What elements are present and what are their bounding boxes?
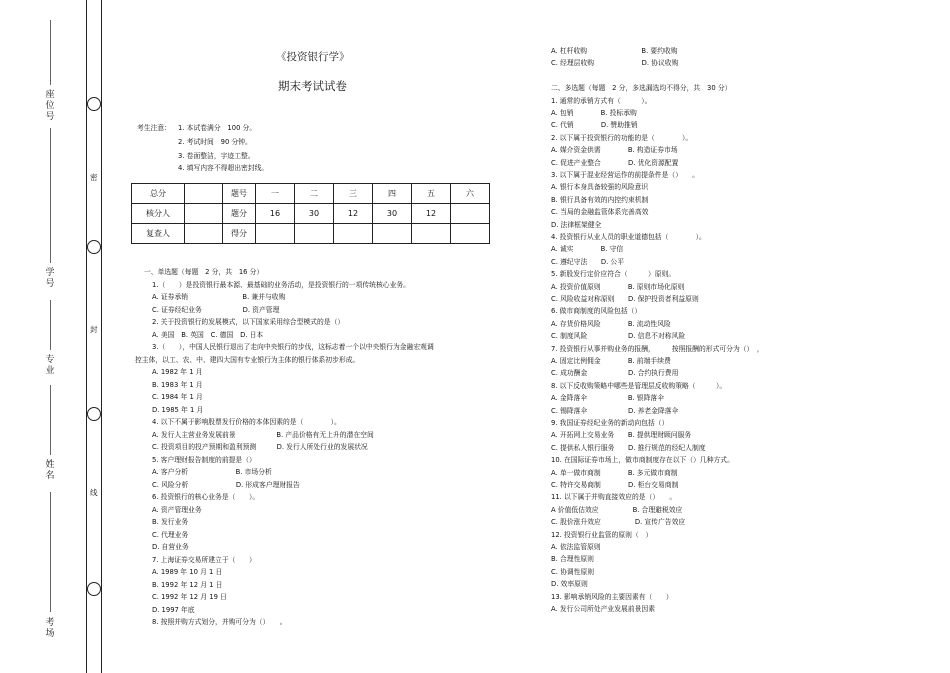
note-item: 2. 考试时间 90 分钟。: [178, 138, 252, 146]
question-line: 8. 以下反收购策略中哪些是管理层反收购策略（ ）。: [551, 381, 727, 390]
table-cell: [373, 224, 412, 244]
binding-line-right: [101, 0, 102, 673]
note-item: 1. 本试卷满分 100 分。: [178, 124, 257, 132]
question-line: 控主体，以工、农、中、建四大国有专业银行为主体的银行体系初步形成。: [135, 355, 360, 364]
question-line: C. 协调性原则: [551, 567, 595, 576]
binding-hole: [87, 240, 101, 254]
table-cell: 30: [373, 204, 412, 224]
question-line: D. 1997 年底: [152, 605, 195, 614]
question-line: A. 开拓网上交易业务 B. 提供理财顾问服务: [551, 431, 692, 440]
question-line: 7. 投资银行从事并购业务的报酬， 按照报酬的形式可分为（） ，: [551, 344, 764, 353]
question-line: B. 发行业务: [152, 518, 189, 526]
question-line: A. 客户分析 B. 市场分析: [152, 468, 272, 476]
table-cell: 六: [451, 184, 490, 204]
note-item: 4. 填写内容不得超出密封线。: [178, 164, 269, 172]
question-line: C. 当局的金融监管体系完善高效: [551, 208, 649, 217]
question-line: B. 银行具备有效的内控约束机制: [551, 195, 649, 204]
binding-hole: [87, 582, 101, 596]
question-line: A. 发行公司所处产业发展前景因素: [551, 605, 656, 613]
question-line: A. 1989 年 10 月 1 日: [152, 568, 223, 576]
question-line: C. 特许交易商制 D. 柜台交易商制: [551, 481, 679, 489]
question-line: 2. 关于投资银行的发展模式，以下国家采用综合型模式的是（）: [152, 318, 345, 326]
question-line: A. 诚实 B. 守信: [551, 245, 624, 254]
question-line: 一、单选题（每题 2 分，共 16 分）: [144, 268, 264, 276]
table-cell: 复查人: [132, 224, 185, 244]
notes-label: 考生注意：: [137, 124, 171, 132]
table-cell: 题分: [223, 204, 256, 224]
question-line: A. 美国 B. 英国 C. 德国 D. 日本: [152, 330, 264, 339]
question-line: C. 风险收益对称原则 D. 保护投资者利益原则: [551, 295, 699, 303]
question-line: 6. 投资银行的核心业务是（ ）。: [152, 493, 260, 501]
question-line: 9. 我国证券经纪业务的新动向包括（）: [551, 419, 669, 427]
question-line: C. 1992 年 12 月 19 日: [152, 593, 227, 601]
table-cell: 12: [334, 204, 373, 224]
table-cell: 三: [334, 184, 373, 204]
question-line: A. 依法监管原则: [551, 543, 601, 551]
question-line: C. 促进产业整合 D. 优化资源配置: [551, 158, 679, 167]
question-line: A. 资产管理业务: [152, 505, 202, 514]
seal-word: 密: [90, 173, 98, 182]
question-line: 6. 做市商制度的风险包括（）: [551, 307, 642, 316]
question-line: C. 成功酬金 D. 合约执行费用: [551, 369, 679, 378]
field-seat-number: 座位号: [45, 90, 55, 122]
question-line: A. 存货价格风险 B. 流动性风险: [551, 319, 671, 328]
table-cell: 四: [373, 184, 412, 204]
question-line: A 价值低估效应 B. 合理避税效应: [551, 505, 683, 514]
question-line: 5. 客户理财报告制度的前提是（）: [152, 455, 256, 464]
table-cell: 得分: [223, 224, 256, 244]
question-line: 7. 上海证券交易所建立于（ ）: [152, 555, 256, 564]
question-line: 二、多选题（每题 2 分，多选漏选均不得分，共 30 分）: [551, 84, 732, 93]
question-line: A. 固定比例佣金 B. 前端手续费: [551, 357, 671, 365]
question-line: C. 遵纪守法 D. 公平: [551, 257, 624, 266]
binding-hole: [87, 97, 101, 111]
question-line: C. 证券经纪业务 D. 资产管理: [152, 305, 280, 314]
question-line: A. 发行人主营业务发展前景 B. 产品价格有无上升的潜在空间: [152, 430, 374, 439]
table-cell: [185, 224, 223, 244]
question-line: B. 1992 年 12 月 1 日: [152, 580, 223, 589]
question-line: 13. 影响承销风险的主要因素有（ ）: [551, 592, 673, 601]
exam-subtitle: 期末考试试卷: [278, 79, 347, 93]
question-line: A. 银行本身具备较强的风险意识: [551, 183, 649, 192]
score-table: [131, 183, 490, 244]
field-major: 专业: [45, 355, 55, 376]
question-line: C. 提供私人银行服务 D. 推行规范的经纪人制度: [551, 443, 706, 452]
question-line: C. 制度风险 D. 信息不对称风险: [551, 332, 686, 341]
table-cell: 二: [295, 184, 334, 204]
note-item: 3. 卷面整洁，字迹工整。: [178, 152, 255, 160]
question-line: C. 股价涨升效应 D. 宣传广告效应: [551, 518, 686, 527]
binding-hole: [87, 407, 101, 421]
table-cell: [334, 224, 373, 244]
question-line: 11. 以下属于并购直接效应的是（） 。: [551, 493, 677, 502]
question-line: A. 投资价值原则 B. 原则市场化原则: [551, 282, 685, 291]
question-line: 12. 投资银行业监管的原则（ ）: [551, 530, 653, 539]
question-line: D. 自营业务: [152, 543, 189, 551]
question-line: 1.（ ）是投资银行最本源、最基础的业务活动，是投资银行的一项传统核心业务。: [152, 280, 410, 289]
table-cell: 总分: [132, 184, 185, 204]
table-cell: [256, 224, 295, 244]
table-cell: [185, 204, 223, 224]
field-student-id: 学号: [45, 268, 55, 289]
table-cell: 16: [256, 204, 295, 224]
question-line: 8. 按照并购方式划分，并购可分为（） 。: [152, 618, 287, 626]
question-line: 4. 以下不属于影响股票发行价格的本体因素的是（ ）。: [152, 418, 341, 426]
question-line: D. 效率原则: [551, 580, 588, 589]
seal-word: 封: [90, 325, 98, 334]
question-line: A. 媒介资金供需 B. 构造证券市场: [551, 146, 678, 155]
question-line: A. 杠杆收购 B. 要约收购: [551, 47, 678, 55]
question-line: A. 1982 年 1 月: [152, 368, 203, 376]
field-exam-room: 考场: [45, 618, 55, 639]
question-line: B. 1983 年 1 月: [152, 380, 203, 389]
question-line: C. 锡降落伞 D. 养老金降落伞: [551, 406, 679, 415]
question-line: 5. 新股发行定价应符合（ ）原则。: [551, 270, 676, 279]
seal-word: 线: [90, 488, 98, 497]
question-line: 3.（ ），中国人民银行退出了走向中央银行的步伐，这标志着一个以中央银行为金融宏观调: [152, 343, 434, 351]
question-line: 4. 投资银行从业人员的职业道德包括（ ）。: [551, 233, 706, 241]
question-line: C. 1984 年 1 月: [152, 393, 203, 401]
table-cell: 30: [295, 204, 334, 224]
table-cell: [295, 224, 334, 244]
question-line: C. 经理层收购 D. 协议收购: [551, 59, 679, 68]
question-line: A. 金降落伞 B. 银降落伞: [551, 394, 664, 403]
question-line: 3. 以下属于混业经营运作的前提条件是（） 。: [551, 171, 699, 179]
exam-title: 《投资银行学》: [276, 51, 350, 63]
table-cell: [185, 184, 223, 204]
question-line: A. 包销 B. 投标承购: [551, 109, 637, 117]
question-line: C. 风险分析 D. 形成客户理财报告: [152, 480, 300, 489]
question-line: 10. 在国际证券市场上，做市商制度存在以下（）几种方式。: [551, 456, 734, 465]
question-line: C. 代销 D. 赞助推销: [551, 121, 638, 130]
question-line: D. 1985 年 1 月: [152, 405, 204, 414]
question-line: A. 单一做市商制 B. 多元做市商制: [551, 468, 678, 477]
table-cell: [451, 204, 490, 224]
table-cell: 五: [412, 184, 451, 204]
question-line: A. 证券承销 B. 兼并与收购: [152, 293, 286, 301]
field-name: 姓名: [45, 460, 55, 481]
question-line: C. 代理业务: [152, 530, 189, 539]
table-cell: 题号: [223, 184, 256, 204]
question-line: 2. 以下属于投资银行的功能的是（ ）。: [551, 133, 693, 142]
question-line: 1. 通常的承销方式有（ ）。: [551, 96, 652, 105]
table-cell: 12: [412, 204, 451, 224]
table-cell: 核分人: [132, 204, 185, 224]
question-line: D. 法律框架健全: [551, 220, 602, 229]
table-cell: [412, 224, 451, 244]
question-line: B. 合理性原则: [551, 555, 594, 564]
table-cell: 一: [256, 184, 295, 204]
question-line: C. 投资项目的投产预期和盈利预测 D. 发行人所处行业的发展状况: [152, 443, 368, 451]
table-cell: [451, 224, 490, 244]
